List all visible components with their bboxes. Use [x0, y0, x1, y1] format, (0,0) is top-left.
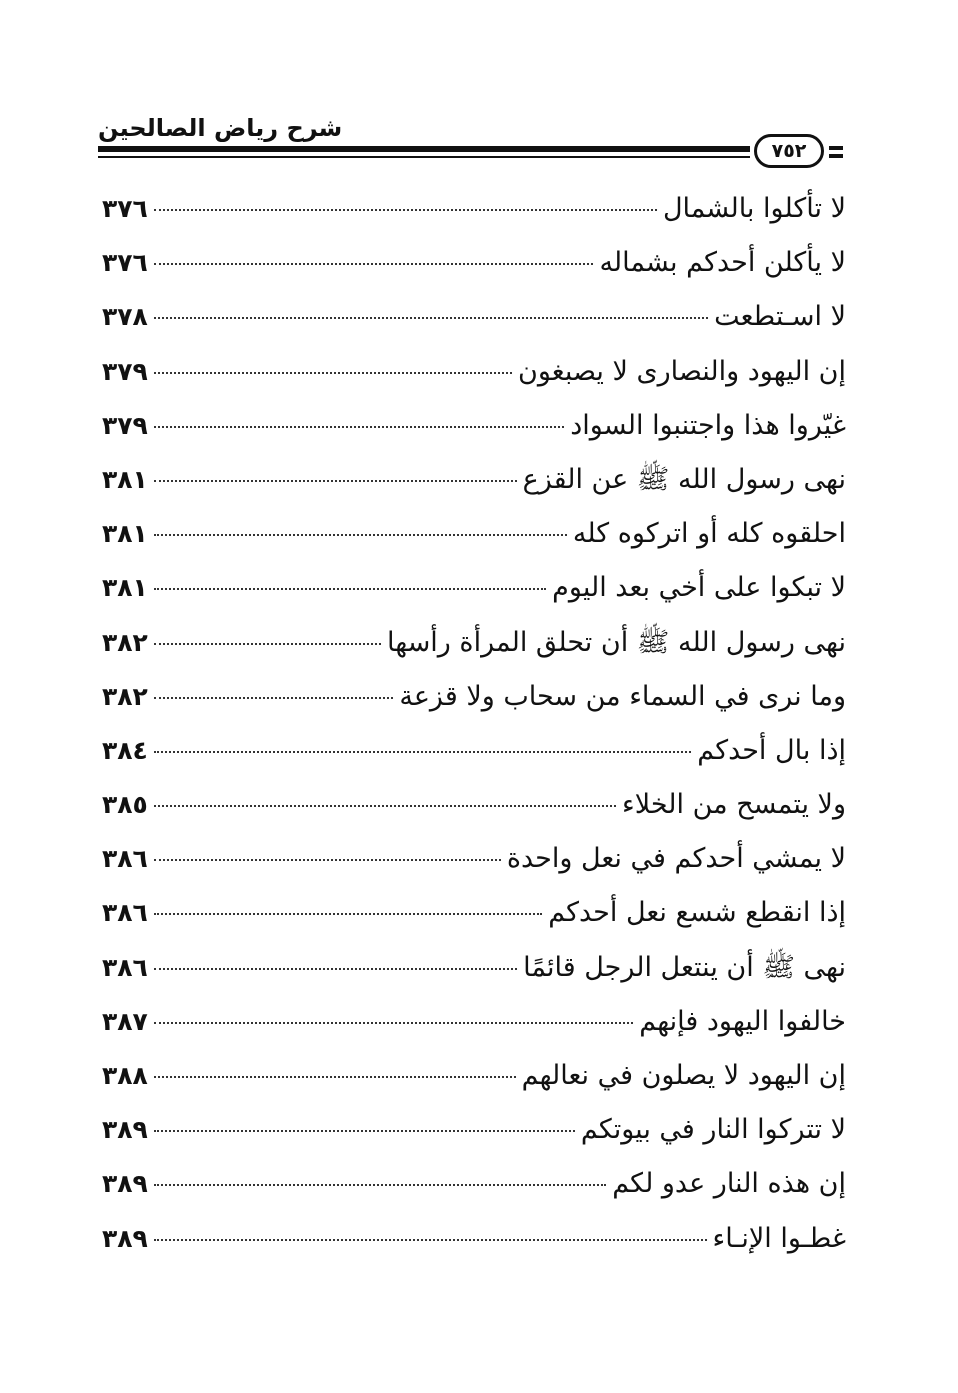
toc-row	[102, 1103, 846, 1157]
toc-entry-title: وما نرى في السماء من سحاب ولا قزعة	[399, 680, 846, 712]
toc-entry-title: لا تأكلوا بالشمال	[662, 193, 846, 224]
toc-entry-title: احلقوه كله أو اتركوه كله	[572, 518, 846, 550]
toc-entry-title: خالفوا اليهود فإنهم	[639, 1005, 846, 1037]
header-mark-lower	[829, 154, 843, 158]
toc-entry-title: إن اليهود لا يصلون في نعالهم	[521, 1060, 846, 1091]
page-header	[98, 112, 843, 172]
toc-entry-title: إن هذه النار عدو لكم	[612, 1168, 846, 1200]
toc-page-number: ٣٨٦	[102, 898, 148, 928]
toc-leader-dots	[154, 1076, 516, 1078]
toc-leader-dots	[154, 588, 546, 590]
toc-row	[102, 290, 846, 344]
toc-row	[102, 182, 846, 236]
toc-entry-title: ولا يتمسح من الخلاء	[622, 789, 846, 821]
toc-entry-title: إذا انقطع شسع نعل أحدكم	[548, 897, 846, 929]
toc-entry-title: لا اسـتطعت	[714, 301, 846, 333]
toc-entry-title: غطـوا الإنـاء	[712, 1222, 846, 1254]
toc-entry-title: إن اليهود والنصارى لا يصبغون	[518, 355, 846, 387]
toc-page-number: ٣٨٦	[102, 844, 148, 874]
toc-row	[102, 507, 846, 561]
toc-row	[102, 995, 846, 1049]
toc-row	[102, 1049, 846, 1103]
toc-leader-dots	[154, 751, 691, 753]
toc-leader-dots	[154, 480, 517, 482]
book-title: شرح رياض الصالحين	[98, 114, 343, 142]
toc-leader-dots	[154, 317, 708, 319]
toc-row	[102, 616, 846, 670]
toc-page-number: ٣٧٦	[102, 248, 148, 278]
toc-page-number: ٣٨١	[102, 519, 148, 549]
toc-entry-title: لا تتركوا النار في بيوتكم	[580, 1114, 846, 1146]
toc-leader-dots	[154, 263, 594, 265]
toc-leader-dots	[154, 1022, 633, 1024]
toc-page-number: ٣٧٩	[102, 410, 148, 440]
toc-entry-title: لا تبكوا على أخي بعد اليوم	[552, 572, 846, 604]
toc-page-number: ٣٨٢	[102, 627, 148, 657]
toc-leader-dots	[154, 859, 501, 861]
toc-entry-title: نهى رسول الله ﷺ أن تحلق المرأة رأسها	[387, 626, 846, 658]
toc-leader-dots	[154, 697, 394, 699]
toc-row	[102, 345, 846, 399]
toc-entry-title: نهى رسول الله ﷺ عن القزع	[522, 463, 846, 495]
table-of-contents	[102, 182, 846, 1266]
toc-leader-dots	[154, 968, 517, 970]
toc-page-number: ٣٨٢	[102, 681, 148, 711]
header-rule-thin	[98, 156, 750, 158]
toc-row	[102, 453, 846, 507]
header-mark-upper	[829, 146, 843, 150]
toc-page-number: ٣٨٩	[102, 1115, 148, 1145]
toc-page-number: ٣٨٩	[102, 1169, 148, 1199]
toc-leader-dots	[154, 913, 542, 915]
toc-page-number: ٣٨٤	[102, 735, 148, 765]
toc-page-number: ٣٧٨	[102, 302, 148, 332]
toc-page-number: ٣٨٧	[102, 1006, 148, 1036]
toc-row	[102, 886, 846, 940]
toc-row	[102, 724, 846, 778]
toc-leader-dots	[154, 534, 567, 536]
toc-leader-dots	[154, 372, 512, 374]
toc-row	[102, 236, 846, 290]
toc-leader-dots	[154, 209, 657, 211]
toc-leader-dots	[154, 1130, 575, 1132]
toc-row	[102, 832, 846, 886]
toc-page-number: ٣٨١	[102, 573, 148, 603]
toc-entry-title: لا يأكلن أحدكم بشماله	[599, 247, 846, 279]
toc-row	[102, 670, 846, 724]
toc-leader-dots	[154, 805, 616, 807]
toc-leader-dots	[154, 426, 564, 428]
toc-leader-dots	[154, 643, 381, 645]
toc-entry-title: غيّروا هذا واجتنبوا السواد	[570, 409, 846, 441]
toc-page-number: ٣٨١	[102, 464, 148, 494]
toc-page-number: ٣٧٦	[102, 194, 148, 223]
header-rule-thick	[98, 146, 750, 152]
page-number-badge: ٧٥٢	[754, 134, 824, 168]
toc-row	[102, 778, 846, 832]
toc-entry-title: نهى ﷺ أن ينتعل الرجل قائمًا	[523, 951, 846, 983]
toc-row	[102, 561, 846, 615]
toc-entry-title: إذا بال أحدكم	[697, 734, 846, 766]
toc-row	[102, 1157, 846, 1211]
toc-page-number: ٣٨٥	[102, 790, 148, 820]
toc-page-number: ٣٨٦	[102, 952, 148, 982]
toc-row	[102, 941, 846, 995]
toc-entry-title: لا يمشي أحدكم في نعل واحدة	[506, 843, 846, 875]
toc-row	[102, 399, 846, 453]
toc-row	[102, 1212, 846, 1266]
toc-page-number: ٣٧٩	[102, 356, 148, 386]
toc-leader-dots	[154, 1184, 606, 1186]
toc-leader-dots	[154, 1239, 707, 1241]
toc-page-number: ٣٨٨	[102, 1061, 148, 1090]
toc-page-number: ٣٨٩	[102, 1223, 148, 1253]
